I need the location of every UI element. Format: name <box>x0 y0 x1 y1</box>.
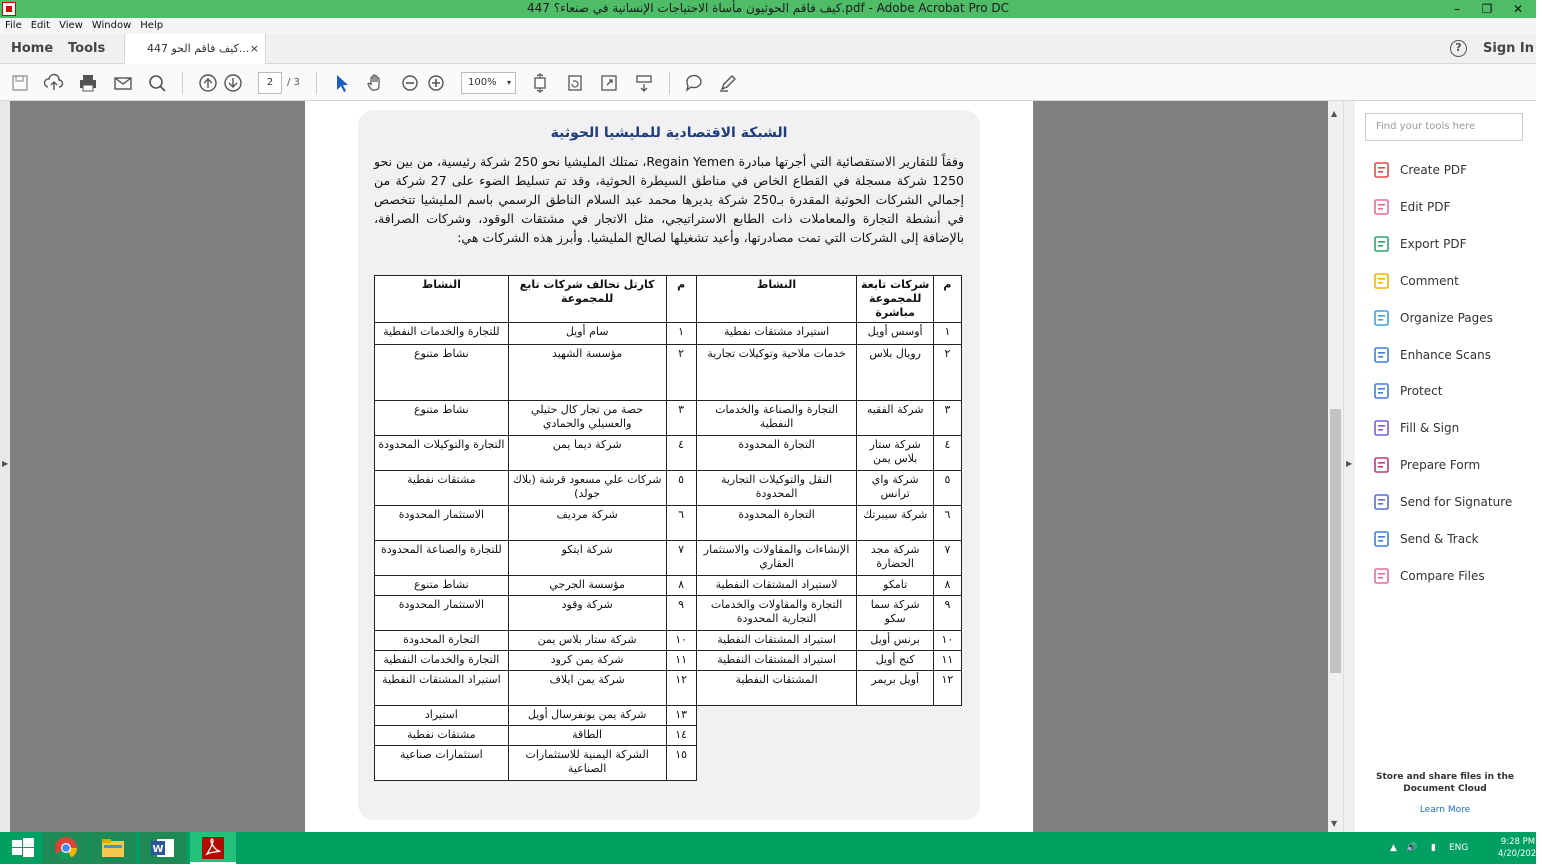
direct-company-cell: برنس أويل <box>857 631 933 651</box>
language-indicator[interactable]: ENG <box>1449 843 1469 853</box>
page-total: / 3 <box>287 77 300 88</box>
activity-cell: النقل والتوكيلات التجارية المحدودة <box>696 471 857 506</box>
organize-pages-icon <box>1373 309 1391 327</box>
row-number: ٣ <box>666 401 696 436</box>
row-number: ٤ <box>666 436 696 471</box>
empty-cell <box>696 726 961 746</box>
row-number: ١١ <box>666 651 696 671</box>
network-icon[interactable]: ▮ <box>1431 843 1436 853</box>
sign-in-button[interactable]: Sign In <box>1483 41 1534 56</box>
activity-cell: للتجارة والصناعة المحدودة <box>375 541 509 576</box>
document-tab-label: 447 كيف فاقم الحو... <box>147 42 250 55</box>
activity-cell: استيراد المشتقات النفطية <box>375 671 509 706</box>
menu-bar <box>0 18 1536 34</box>
table-row <box>375 506 962 541</box>
search-icon[interactable] <box>146 72 168 94</box>
activity-cell: للتجارة والخدمات النفطية <box>375 323 509 345</box>
tools-search-input[interactable]: Find your tools here <box>1365 113 1523 141</box>
cartel-company-cell: مؤسسة الشهيد <box>508 345 666 401</box>
activity-cell: نشاط متنوع <box>375 576 509 596</box>
tool-label: Export PDF <box>1400 236 1467 251</box>
fill-sign-icon <box>1373 419 1391 437</box>
tray-chevron-icon[interactable]: ▲ <box>1390 843 1397 853</box>
tab-tools[interactable]: Tools <box>68 41 106 56</box>
table-row <box>375 706 962 726</box>
zoom-in-icon[interactable] <box>425 72 447 94</box>
row-number: ١٣ <box>666 706 696 726</box>
row-number: ١ <box>666 323 696 345</box>
minimize-button[interactable]: – <box>1454 2 1460 16</box>
acrobat-taskbar-icon[interactable] <box>190 832 236 864</box>
export-pdf-icon <box>1373 235 1391 253</box>
direct-company-cell: شركة ستار بلاس يمن <box>857 436 933 471</box>
cartel-company-cell: شركة يمن يونفرسال أويل <box>508 706 666 726</box>
row-number: ١ <box>933 323 961 345</box>
comment-icon <box>1373 272 1391 290</box>
activity-cell: التجارة المحدودة <box>375 631 509 651</box>
hand-tool-icon[interactable] <box>365 72 387 94</box>
activity-cell: الإنشاءات والمقاولات والاستثمار العقاري <box>696 541 857 576</box>
menu-window[interactable]: Window <box>91 20 132 31</box>
toolbar-divider <box>182 72 183 94</box>
title-bar <box>0 0 1536 18</box>
table-row <box>375 671 962 706</box>
edit-pdf-icon <box>1373 198 1391 216</box>
menu-edit[interactable]: Edit <box>30 20 51 31</box>
rotate-page-icon[interactable] <box>564 72 586 94</box>
activity-cell: نشاط متنوع <box>375 401 509 436</box>
table-row <box>375 746 962 781</box>
activity-cell: مشتقات نفطية <box>375 471 509 506</box>
table-row <box>375 541 962 576</box>
table-row <box>375 436 962 471</box>
cartel-company-cell: شركة ايتكو <box>508 541 666 576</box>
scroll-mode-icon[interactable] <box>633 72 655 94</box>
activity-cell: التجارة والصناعة والخدمات النفطية <box>696 401 857 436</box>
row-number: ٢ <box>933 345 961 401</box>
direct-company-cell: شركة الفقيه <box>857 401 933 436</box>
expand-right-icon: ▶ <box>2 459 9 468</box>
upload-cloud-icon[interactable] <box>43 72 65 94</box>
menu-file[interactable]: File <box>5 20 22 31</box>
cartel-company-cell: شركة ديما يمن <box>508 436 666 471</box>
tool-label: Send for Signature <box>1400 495 1513 510</box>
activity-cell: التجارة المحدودة <box>696 436 857 471</box>
previous-page-icon[interactable] <box>197 72 219 94</box>
direct-company-cell: تامكو <box>857 576 933 596</box>
windows-taskbar <box>0 832 1542 864</box>
activity-cell: التجارة والخدمات النفطية <box>375 651 509 671</box>
col-header-activity: النشاط <box>696 276 857 323</box>
companies-table <box>374 275 962 781</box>
learn-more-link[interactable]: Learn More <box>1419 805 1471 815</box>
tool-label: Edit PDF <box>1400 199 1451 214</box>
row-number: ١٢ <box>933 671 961 706</box>
collapse-panel-icon: ▶ <box>1346 459 1353 468</box>
svg-text:W: W <box>152 844 164 855</box>
row-number: ٧ <box>666 541 696 576</box>
cartel-company-cell: مؤسسة الجرجي <box>508 576 666 596</box>
direct-company-cell: شركة سيبرتك <box>857 506 933 541</box>
cartel-company-cell: شركة يمن ايلاف <box>508 671 666 706</box>
table-row <box>375 631 962 651</box>
row-number: ١٢ <box>666 671 696 706</box>
table-row <box>375 323 962 345</box>
activity-cell: لاستيراد المشتقات النفطية <box>696 576 857 596</box>
enhance-scans-icon <box>1373 346 1391 364</box>
document-cloud-promo: Store and share files in the Document Cloud <box>1375 772 1514 794</box>
email-icon[interactable] <box>112 72 134 94</box>
activity-cell: خدمات ملاحية وتوكيلات تجارية <box>696 345 857 401</box>
row-number: ٥ <box>933 471 961 506</box>
tool-label: Create PDF <box>1400 163 1468 177</box>
zoom-level-value: 100% <box>468 77 497 88</box>
toolbar-divider <box>669 72 670 94</box>
table-row <box>375 471 962 506</box>
tool-label: Comment <box>1400 273 1459 288</box>
activity-cell: استثمارات صناعية <box>375 746 509 781</box>
select-cursor-icon[interactable] <box>330 72 352 94</box>
table-header-row <box>375 276 962 323</box>
row-number: ٨ <box>933 576 961 596</box>
cartel-company-cell: شركة وقود <box>508 596 666 631</box>
col-header-num: م <box>933 276 961 323</box>
section-heading: الشبكة الاقتصادية للمليشيا الحوثية <box>550 125 788 141</box>
row-number: ١٠ <box>933 631 961 651</box>
activity-cell: استيراد المشتقات النفطية <box>696 631 857 651</box>
next-page-icon[interactable] <box>222 72 244 94</box>
scroll-up-icon[interactable]: ▲ <box>1331 109 1338 118</box>
full-screen-icon[interactable] <box>598 72 620 94</box>
toolbar <box>0 64 1536 101</box>
file-explorer-icon[interactable] <box>90 832 136 864</box>
row-number: ٣ <box>933 401 961 436</box>
cartel-company-cell: شركة مرديف <box>508 506 666 541</box>
activity-cell: مشتقات نفطية <box>375 726 509 746</box>
activity-cell: استيراد مشتقات نفطية <box>696 323 857 345</box>
close-button[interactable]: ✕ <box>1512 2 1524 16</box>
protect-icon <box>1373 382 1391 400</box>
activity-cell: استيراد <box>375 706 509 726</box>
scroll-down-icon[interactable]: ▼ <box>1331 819 1338 828</box>
cartel-company-cell: حصة من تجار كال حثيلي والعسيلي والحمادي <box>508 401 666 436</box>
table-row <box>375 596 962 631</box>
windows-start-icon[interactable] <box>0 832 46 864</box>
row-number: ٦ <box>933 506 961 541</box>
activity-cell: الاستثمار المحدودة <box>375 506 509 541</box>
col-header-direct-companies: شركات تابعة للمجموعة مباشرة <box>857 276 933 323</box>
table-row <box>375 726 962 746</box>
zoom-level-select[interactable] <box>461 72 516 94</box>
direct-company-cell: أويل بريمر <box>857 671 933 706</box>
left-panel-toggle[interactable] <box>0 101 10 832</box>
cartel-company-cell: الشركة اليمنية للاستثمارات الصناعية <box>508 746 666 781</box>
cartel-company-cell: الطاقة <box>508 726 666 746</box>
row-number: ١٤ <box>666 726 696 746</box>
cartel-company-cell: شركة ستار بلاس يمن <box>508 631 666 651</box>
table-row <box>375 345 962 401</box>
pdf-page <box>305 101 1033 832</box>
direct-company-cell: شركة واي ترانس <box>857 471 933 506</box>
window-title: 447 كيف فاقم الحوثيون مأساة الاحتياجات الإنسانية في صنعاء؟.pdf - Adobe Acrobat Pro DC <box>526 1 1009 15</box>
direct-company-cell: شركة سما سكو <box>857 596 933 631</box>
word-icon[interactable] <box>140 832 186 864</box>
tool-label: Send & Track <box>1400 532 1479 546</box>
tool-label: Enhance Scans <box>1400 347 1491 362</box>
activity-cell: التجارة والتوكيلات المحدودة <box>375 436 509 471</box>
row-number: ٩ <box>933 596 961 631</box>
toolbar-divider <box>316 72 317 94</box>
col-header-num: م <box>666 276 696 323</box>
close-tab-icon[interactable]: × <box>249 42 259 55</box>
direct-company-cell: شركة مجد الحضارة <box>857 541 933 576</box>
chrome-icon[interactable] <box>43 832 89 864</box>
table-row <box>375 651 962 671</box>
system-clock[interactable] <box>1498 836 1542 860</box>
clock-date: 4/20/2023 <box>1498 849 1542 859</box>
activity-cell: الاستثمار المحدودة <box>375 596 509 631</box>
tool-label: Prepare Form <box>1400 458 1481 473</box>
row-number: ٢ <box>666 345 696 401</box>
row-number: ١٠ <box>666 631 696 651</box>
page-number-input[interactable]: 2 <box>258 72 282 94</box>
tab-document[interactable] <box>124 34 266 65</box>
col-header-cartel-companies: كارتل تحالف شركات تابع للمجموعة <box>508 276 666 323</box>
row-number: ١١ <box>933 651 961 671</box>
row-number: ٥ <box>666 471 696 506</box>
cartel-company-cell: شركات علي مسعود قرشة (بلاك جولد) <box>508 471 666 506</box>
content-card <box>358 110 980 820</box>
print-icon[interactable] <box>77 72 99 94</box>
vertical-scrollbar[interactable] <box>1328 101 1343 832</box>
highlight-pen-icon[interactable] <box>717 72 739 94</box>
tool-label: Protect <box>1400 384 1443 399</box>
create-pdf-icon <box>1373 161 1391 179</box>
row-number: ٤ <box>933 436 961 471</box>
tab-home[interactable]: Home <box>11 41 54 56</box>
tool-label: Fill & Sign <box>1400 421 1460 436</box>
tool-label: Organize Pages <box>1400 310 1493 325</box>
menu-help[interactable]: Help <box>140 20 164 31</box>
row-number: ٧ <box>933 541 961 576</box>
activity-cell: نشاط متنوع <box>375 345 509 401</box>
volume-icon[interactable]: 🔊 <box>1406 843 1418 853</box>
empty-cell <box>696 706 961 726</box>
clock-time: 9:28 PM <box>1500 837 1536 847</box>
save-icon[interactable] <box>9 72 31 94</box>
cartel-company-cell: شركة يمن كرود <box>508 651 666 671</box>
direct-company-cell: أوسس أويل <box>857 323 933 345</box>
row-number: ١٥ <box>666 746 696 781</box>
activity-cell: المشتقات النفطية <box>696 671 857 706</box>
fit-page-icon[interactable] <box>529 72 551 94</box>
table-row <box>375 576 962 596</box>
comment-icon[interactable] <box>683 72 705 94</box>
help-icon[interactable]: ? <box>1450 40 1467 57</box>
activity-cell: التجارة المحدودة <box>696 506 857 541</box>
row-number: ٨ <box>666 576 696 596</box>
scrollbar-thumb[interactable] <box>1330 409 1341 673</box>
send-track-icon <box>1373 530 1391 548</box>
tool-label: Compare Files <box>1400 568 1485 583</box>
body-paragraph: وفقاً للتقارير الاستقصائية التي أجرتها مبادرة Regain Yemen، تمتلك المليشيا نحو 250 شركة رئيسية، من بين نحو 1250 شركة مسجلة في القطاع الخاص في مناطق السيطرة الحوثية، وقد تم تسليط الضوء على 27 شركة من إجمالي الشركات الحوثية المقدرة بـ250 شركة يديرها محمد عبد السلام الناطق الرسمي باسم المليشيا تتخصص في أنشطة التجارة والمعاملات ذات الطابع الاستراتيجي، مثل الاتجار في مشتقات الوقود، وشركات الصرافة، بالإضافة إلى الشركات التي تمت مصادرتها، وأعيد تشغيلها لصالح المليشيا. وأبرز هذه الشركات هي: <box>374 154 964 245</box>
activity-cell: التجارة والمقاولات والخدمات التجارية المحدودة <box>696 596 857 631</box>
chevron-down-icon: ▾ <box>506 78 511 87</box>
empty-cell <box>696 746 961 781</box>
compare-files-icon <box>1373 567 1391 585</box>
direct-company-cell: رويال بلاس <box>857 345 933 401</box>
prepare-form-icon <box>1373 456 1391 474</box>
tools-panel <box>1355 101 1536 832</box>
activity-cell: استيراد المشتقات النفطية <box>696 651 857 671</box>
table-row <box>375 401 962 436</box>
row-number: ٦ <box>666 506 696 541</box>
direct-company-cell: كنج أويل <box>857 651 933 671</box>
menu-view[interactable]: View <box>59 20 83 31</box>
row-number: ٩ <box>666 596 696 631</box>
send-signature-icon <box>1373 493 1391 511</box>
zoom-out-icon[interactable] <box>399 72 421 94</box>
tab-bar <box>0 34 1536 64</box>
cartel-company-cell: سام أويل <box>508 323 666 345</box>
col-header-activity: النشاط <box>375 276 509 323</box>
restore-button[interactable]: ❐ <box>1481 2 1493 16</box>
right-panel-toggle[interactable] <box>1343 101 1355 832</box>
